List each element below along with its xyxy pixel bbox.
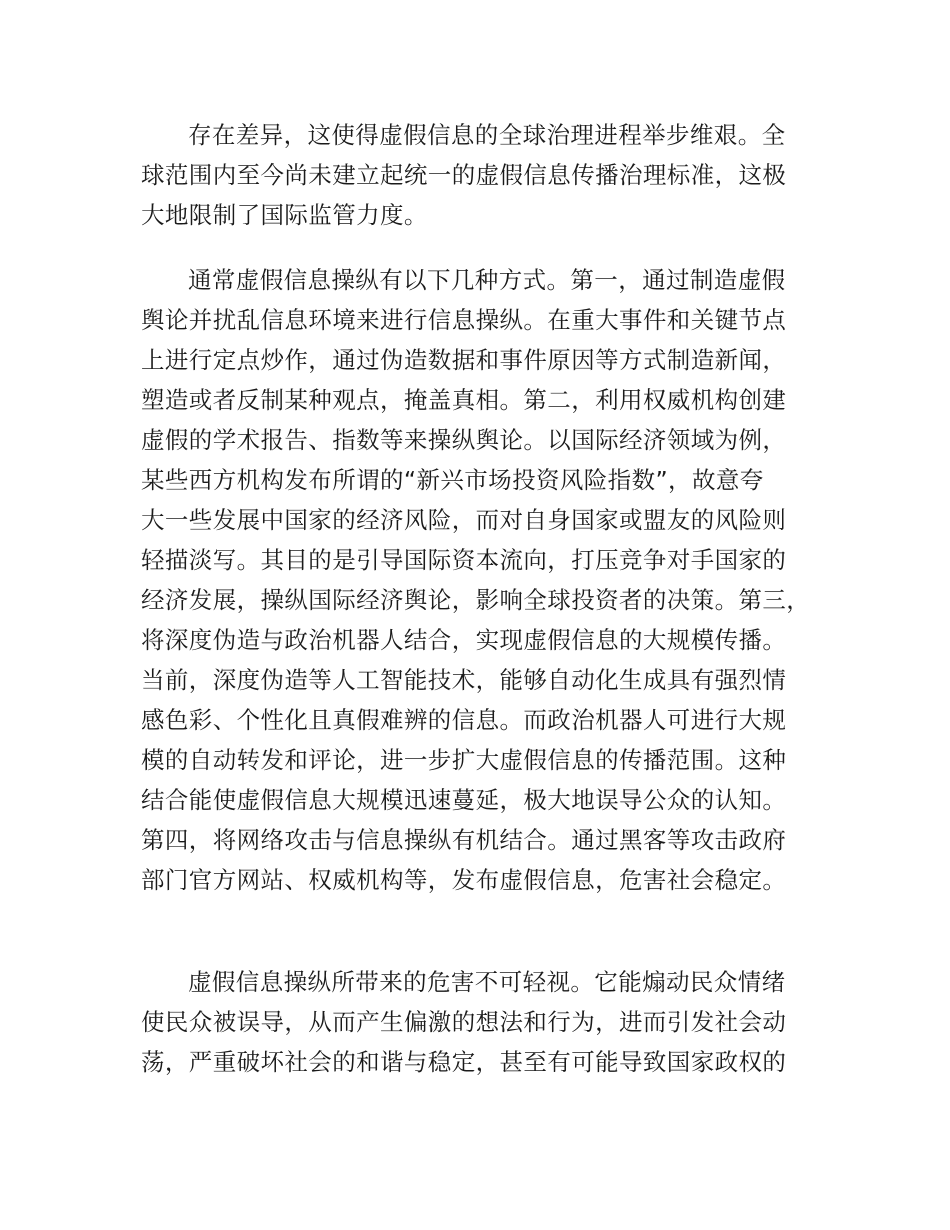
text-line: 将深度伪造与政治机器人结合，实现虚假信息的大规模传播。 (141, 626, 787, 654)
text-line: 大地限制了国际监管力度。 (141, 201, 428, 229)
text-line: 使民众被误导，从而产生偏激的想法和行为，进而引发社会动 (141, 1008, 787, 1036)
text-line: 大一些发展中国家的经济风险，而对自身国家或盟友的风险则 (141, 506, 787, 534)
text-line: 经济发展，操纵国际经济舆论，影响全球投资者的决策。第三， (141, 586, 811, 614)
paragraph-1 (141, 115, 841, 235)
text-line: 结合能使虚假信息大规模迅速蔓延，极大地误导公众的认知。 (141, 786, 787, 814)
text-line: 第四，将网络攻击与信息操纵有机结合。通过黑客等攻击政府 (141, 826, 787, 854)
text-line: 虚假信息操纵所带来的危害不可轻视。它能煽动民众情绪 (188, 968, 786, 996)
text-line: 虚假的学术报告、指数等来操纵舆论。以国际经济领域为例， (141, 426, 787, 454)
text-line: 存在差异，这使得虚假信息的全球治理进程举步维艰。全 (188, 121, 786, 149)
text-line: 部门官方网站、权威机构等，发布虚假信息，危害社会稳定。 (141, 866, 787, 894)
text-line: 荡，严重破坏社会的和谐与稳定，甚至有可能导致国家政权的 (141, 1048, 787, 1076)
text-line: 球范围内至今尚未建立起统一的虚假信息传播治理标准，这极 (141, 161, 787, 189)
text-line: 轻描淡写。其目的是引导国际资本流向，打压竞争对手国家的 (141, 546, 787, 574)
text-line: 当前，深度伪造等人工智能技术，能够自动化生成具有强烈情 (141, 666, 787, 694)
text-line: 感色彩、个性化且真假难辨的信息。而政治机器人可进行大规 (141, 706, 787, 734)
text-line: 上进行定点炒作，通过伪造数据和事件原因等方式制造新闻， (141, 346, 787, 374)
text-line: 舆论并扰乱信息环境来进行信息操纵。在重大事件和关键节点 (141, 306, 787, 334)
text-line: 模的自动转发和评论，进一步扩大虚假信息的传播范围。这种 (141, 746, 787, 774)
paragraph-3 (141, 962, 841, 1082)
text-line: 通常虚假信息操纵有以下几种方式。第一，通过制造虚假 (188, 266, 786, 294)
text-line: 塑造或者反制某种观点，掩盖真相。第二，利用权威机构创建 (141, 386, 787, 414)
text-line: 某些西方机构发布所谓的“新兴市场投资风险指数”，故意夸 (141, 466, 764, 494)
paragraph-2 (141, 260, 841, 900)
